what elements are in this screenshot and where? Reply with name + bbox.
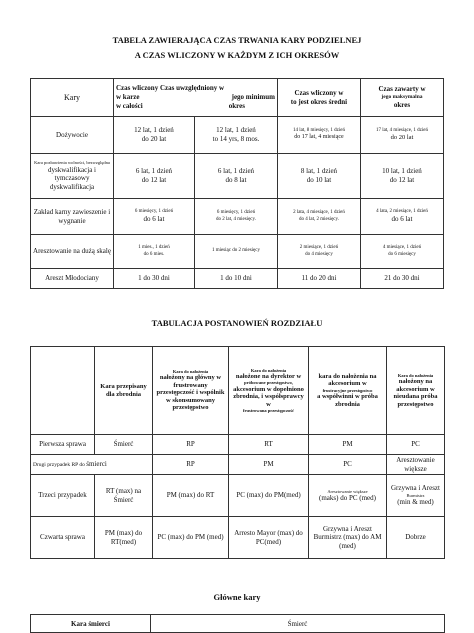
header-entire-minimum bbox=[114, 79, 278, 117]
cell: PM bbox=[229, 455, 309, 475]
row-label: Czwarta sprawa bbox=[31, 517, 95, 559]
header-kary: Kary bbox=[31, 79, 114, 117]
cell-text: do 6 mies. bbox=[143, 251, 165, 257]
cell: 1 miesiąc do 2 miesięcy bbox=[194, 235, 277, 269]
cell: Dobrze bbox=[387, 517, 445, 559]
row-label: Kara śmierci bbox=[31, 615, 151, 633]
table1-title-line2: A CZAS WLICZONY W KAŻDYM Z ICH OKRESÓW bbox=[134, 50, 340, 60]
cell: PC bbox=[387, 435, 445, 455]
cell: Arresto Mayor (max) do PC(med) bbox=[229, 517, 309, 559]
cell: 11 do 20 dni bbox=[277, 269, 360, 289]
cell-text: do 4 lat, 2 miesięcy. bbox=[298, 216, 339, 222]
cell-text: 17 lat, 4 miesiące, 1 dzień bbox=[375, 127, 429, 133]
header-text: Kara do nałożenia bbox=[250, 367, 287, 373]
header-text: nałożony na główny w frustrowany przestępczość i wspólnik w skonsumowany przestępstwo bbox=[156, 374, 225, 412]
cell-text: do 4 miesięcy bbox=[305, 251, 333, 257]
table-row bbox=[31, 269, 444, 289]
header-director bbox=[229, 347, 309, 435]
header-accessory bbox=[309, 347, 387, 435]
table-row bbox=[31, 117, 444, 154]
row-label-small: Kara pozbawienia wolności, bezwzględna bbox=[34, 160, 110, 166]
header-text: jego minimum bbox=[231, 93, 275, 102]
cell-text: (min & med) bbox=[397, 498, 434, 507]
cell bbox=[114, 154, 195, 199]
cell-text: Burmistrz (max) do AM (med) bbox=[313, 533, 382, 550]
row-label-text: Drugi przypadek RP do bbox=[33, 462, 85, 469]
cell-text: do 6 lat bbox=[391, 215, 413, 224]
main-penalties-table bbox=[30, 614, 445, 633]
row-label: Pierwsza sprawa bbox=[31, 435, 95, 455]
header-text: Kara do nałożenia bbox=[397, 372, 434, 378]
table-header-row bbox=[31, 79, 444, 117]
table1-title-line1: TABELA ZAWIERAJĄCA CZAS TRWANIA KARY PODZIELNEJ bbox=[112, 35, 362, 45]
cell: PC (max) do PM(med) bbox=[229, 475, 309, 517]
header-text: Czas wliczony w bbox=[294, 88, 344, 97]
row-label: Zakład karny zawieszenie i wygnanie bbox=[31, 199, 114, 235]
header-text: akcesorium w dopełniono zbrodnia, i współsprawcy w bbox=[233, 385, 304, 408]
cell bbox=[114, 117, 195, 154]
header-text: frustrowana przestępczość bbox=[242, 408, 295, 414]
table-row bbox=[31, 235, 444, 269]
header-text: nałożony na akcesorium w nieudana próba przestępstwo bbox=[393, 378, 438, 408]
row-label: Trzeci przypadek bbox=[31, 475, 95, 517]
cell: PM bbox=[309, 435, 387, 455]
cell bbox=[277, 199, 360, 235]
cell: PM (max) do RT(med) bbox=[95, 517, 153, 559]
cell: RT bbox=[229, 435, 309, 455]
cell: Aresztowanie większe bbox=[387, 455, 445, 475]
row-label: Dożywocie bbox=[31, 117, 114, 154]
header-text: jego maksymalna bbox=[381, 94, 423, 101]
cell-text: do 10 lat bbox=[306, 176, 332, 184]
table-header-row bbox=[31, 347, 445, 435]
cell: RP bbox=[153, 455, 229, 475]
cell bbox=[114, 235, 195, 269]
cell-text: do 2 lat, 4 miesięcy. bbox=[215, 216, 256, 222]
row-label: Aresztowanie na dużą skalę bbox=[31, 235, 114, 269]
cell: 21 do 30 dni bbox=[360, 269, 443, 289]
header-text: okres bbox=[393, 100, 411, 109]
cell-text: Aresztowanie większe bbox=[327, 488, 368, 494]
cell bbox=[360, 235, 443, 269]
cell bbox=[277, 154, 360, 199]
cell: RP bbox=[153, 435, 229, 455]
row-label: Areszt Młodociany bbox=[31, 269, 114, 289]
row-label bbox=[31, 154, 114, 199]
cell bbox=[277, 117, 360, 154]
cell bbox=[114, 199, 195, 235]
header-text: Czas zawarty w bbox=[378, 85, 426, 94]
table-row bbox=[31, 455, 445, 475]
cell bbox=[194, 154, 277, 199]
cell bbox=[360, 199, 443, 235]
cell bbox=[387, 475, 445, 517]
cell bbox=[277, 235, 360, 269]
cell: Śmierć bbox=[151, 615, 445, 633]
cell-text: do 8 lat bbox=[225, 176, 247, 184]
header-text: w karze bbox=[116, 93, 140, 102]
cell-text: to 14 yrs, 8 mos. bbox=[212, 135, 260, 143]
cell-text: do 6 lat bbox=[143, 215, 165, 224]
cell-text: 12 lat, 1 dzień bbox=[216, 126, 256, 135]
header-attempted bbox=[387, 347, 445, 435]
chapter-provisions-table bbox=[30, 346, 445, 559]
cell-text: 10 lat, 1 dzień bbox=[382, 167, 422, 176]
header-medium bbox=[277, 79, 360, 117]
cell bbox=[309, 517, 387, 559]
cell-text: 2 lata, 4 miesiące, 1 dzień bbox=[293, 210, 345, 216]
cell-text: Burmistrz bbox=[406, 492, 425, 498]
header-text: Czas wliczony Czas uwzględniony w bbox=[116, 84, 225, 93]
main-penalties-title: Główne kary bbox=[213, 592, 261, 602]
row-label bbox=[31, 455, 153, 475]
cell-text: 8 lat, 1 dzień bbox=[300, 167, 338, 176]
header-prescribed: Kara przepisany dla zbrodnia bbox=[95, 347, 153, 435]
table-row bbox=[31, 517, 445, 559]
header-text: próbowane przestępstwo, bbox=[244, 380, 293, 386]
header-principal bbox=[153, 347, 229, 435]
cell-text: do 20 lat bbox=[390, 134, 414, 142]
header-text: a współwinni w próba zbrodnia bbox=[317, 393, 378, 408]
header-text: okres bbox=[228, 101, 245, 110]
cell-text: 4 lata, 2 miesiące, 1 dzień bbox=[376, 209, 428, 214]
cell bbox=[194, 199, 277, 235]
header-text: to jest okres średni bbox=[290, 97, 348, 106]
row-label-main: dyskwalifikacja i tymczasowy dyskwalifikacja bbox=[47, 165, 96, 192]
cell-text: 6 lat, 1 dzień bbox=[135, 167, 173, 176]
cell: PM (max) do RT bbox=[153, 475, 229, 517]
cell bbox=[194, 117, 277, 154]
cell-text: (maks) do PC (med) bbox=[319, 494, 376, 502]
cell bbox=[309, 475, 387, 517]
cell: RT (max) na Śmierć bbox=[95, 475, 153, 517]
penalty-duration-table bbox=[30, 78, 444, 289]
cell-text: 6 miesięcy, 1 dzień bbox=[134, 209, 174, 214]
cell-text: do 20 lat bbox=[141, 135, 167, 143]
cell-text: Grzywna i Areszt bbox=[391, 484, 440, 493]
cell: PC (max) do PM (med) bbox=[153, 517, 229, 559]
header-text: frustracyjne przestępstwo bbox=[322, 387, 373, 393]
cell-text: do 12 lat bbox=[389, 176, 415, 184]
cell: 1 do 10 dni bbox=[194, 269, 277, 289]
header-empty bbox=[31, 347, 95, 435]
cell-text: 4 miesiące, 1 dzień bbox=[382, 245, 422, 251]
cell-text: 14 lat, 8 miesięcy, 1 dzień bbox=[292, 128, 345, 134]
cell-text: Grzywna i Areszt bbox=[323, 524, 372, 533]
table-row bbox=[31, 615, 445, 633]
cell-text: do 17 lat, 4 miesiące bbox=[294, 134, 344, 141]
table-row bbox=[31, 475, 445, 517]
header-maximum bbox=[360, 79, 443, 117]
header-text: nałożone na dyrektor w bbox=[235, 372, 302, 380]
table2-title: TABULACJA POSTANOWIEŃ ROZDZIAŁU bbox=[151, 318, 323, 328]
header-text: w całości bbox=[116, 101, 143, 110]
cell-text: 1 mies., 1 dzień bbox=[138, 245, 170, 251]
cell: PC bbox=[309, 455, 387, 475]
cell-text: 12 lat, 1 dzień bbox=[134, 126, 174, 135]
cell: Śmierć bbox=[95, 435, 153, 455]
table-row bbox=[31, 199, 444, 235]
cell-text: do 6 miesięcy bbox=[388, 251, 416, 257]
cell-text: 2 miesiące, 1 dzień bbox=[299, 245, 339, 251]
cell-text: do 12 lat bbox=[141, 176, 167, 184]
cell-text: 6 miesięcy, 1 dzień bbox=[216, 210, 256, 216]
header-text: kara do nałożenia na akcesorium w bbox=[318, 372, 377, 388]
row-label-text: śmierci bbox=[86, 460, 107, 469]
cell-text: 6 lat, 1 dzień bbox=[217, 167, 255, 176]
cell: 1 do 30 dni bbox=[114, 269, 195, 289]
table-row bbox=[31, 154, 444, 199]
table-row bbox=[31, 435, 445, 455]
header-text: Kara do nałożenia bbox=[172, 369, 209, 375]
cell bbox=[360, 117, 443, 154]
cell bbox=[360, 154, 443, 199]
